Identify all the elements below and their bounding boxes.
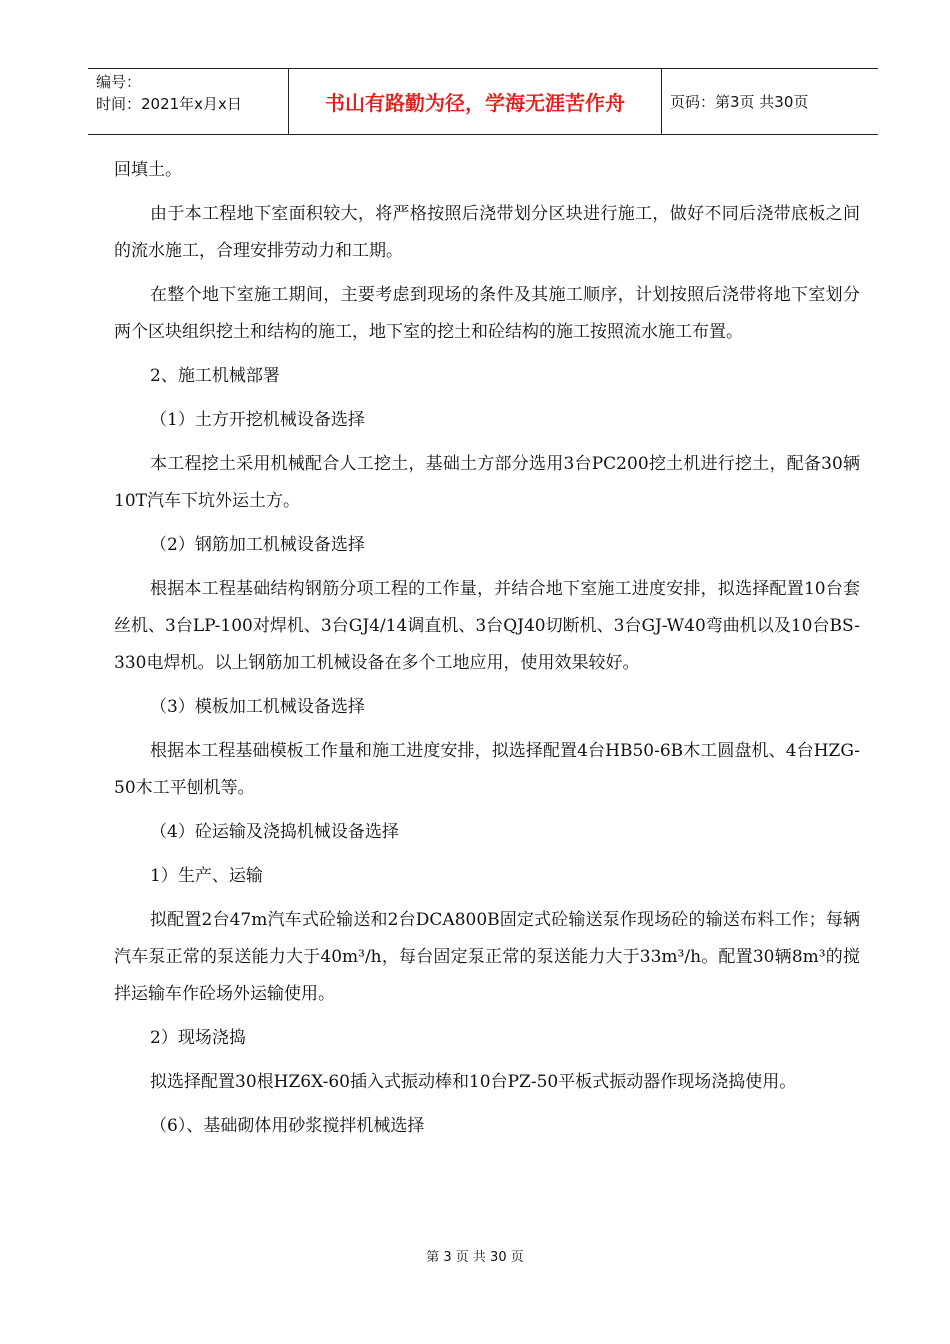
header-motto: 书山有路勤为径，学海无涯苦作舟 — [288, 69, 662, 134]
section-heading: 2、施工机械部署 — [150, 366, 280, 386]
body-paragraph: 拟选择配置30根HZ6X-60插入式振动棒和10台PZ-50平板式振动器作现场浇捣使用。 — [150, 1072, 797, 1092]
document-time-label: 时间：2021年x月x日 — [96, 95, 242, 113]
subsection-heading: （3）模板加工机械设备选择 — [150, 697, 365, 717]
body-paragraph: 拟配置2台47m汽车式砼输送和2台DCA800B固定式砼输送泵作现场砼的输送布料工作；每辆汽车泵正常的泵送能力大于40m³/h，每台固定泵正常的泵送能力大于33m³/h。配置30辆8m³的搅拌运输车作砼场外运输使用。 — [114, 910, 860, 1004]
subsection-heading: （1）土方开挖机械设备选择 — [150, 410, 365, 430]
body-paragraph: 由于本工程地下室面积较大，将严格按照后浇带划分区块进行施工，做好不同后浇带底板之间的流水施工，合理安排劳动力和工期。 — [114, 204, 860, 261]
document-number-label: 编号： — [96, 73, 142, 91]
subsection-heading: （6）、基础砌体用砂浆搅拌机械选择 — [150, 1116, 425, 1136]
body-paragraph: 根据本工程基础模板工作量和施工进度安排，拟选择配置4台HB50-6B木工圆盘机、4台HZG-50木工平刨机等。 — [114, 741, 860, 798]
body-paragraph: 回填土。 — [114, 160, 182, 180]
subsection-heading: （4）砼运输及浇捣机械设备选择 — [150, 822, 399, 842]
subsection-heading: （2）钢筋加工机械设备选择 — [150, 535, 365, 555]
item-heading: 2）现场浇捣 — [150, 1028, 246, 1048]
page-footer: 第 3 页 共 30 页 — [426, 1250, 524, 1265]
header-page-number: 页码：第3页 共30页 — [670, 93, 809, 111]
body-paragraph: 根据本工程基础结构钢筋分项工程的工作量，并结合地下室施工进度安排，拟选择配置10台套丝机、3台LP-100对焊机、3台GJ4/14调直机、3台QJ40切断机、3台GJ-W40弯曲机以及10台BS-330电焊机。以上钢筋加工机械设备在多个工地应用，使用效果较好。 — [114, 579, 860, 673]
document-body — [114, 152, 860, 1152]
item-heading: 1）生产、运输 — [150, 866, 263, 886]
body-paragraph: 本工程挖土采用机械配合人工挖土，基础土方部分选用3台PC200挖土机进行挖土，配备30辆10T汽车下坑外运土方。 — [114, 454, 860, 511]
body-paragraph: 在整个地下室施工期间，主要考虑到现场的条件及其施工顺序，计划按照后浇带将地下室划分两个区块组织挖土和结构的施工，地下室的挖土和砼结构的施工按照流水施工布置。 — [114, 285, 860, 342]
header-meta — [88, 69, 288, 134]
page-header — [88, 68, 878, 135]
